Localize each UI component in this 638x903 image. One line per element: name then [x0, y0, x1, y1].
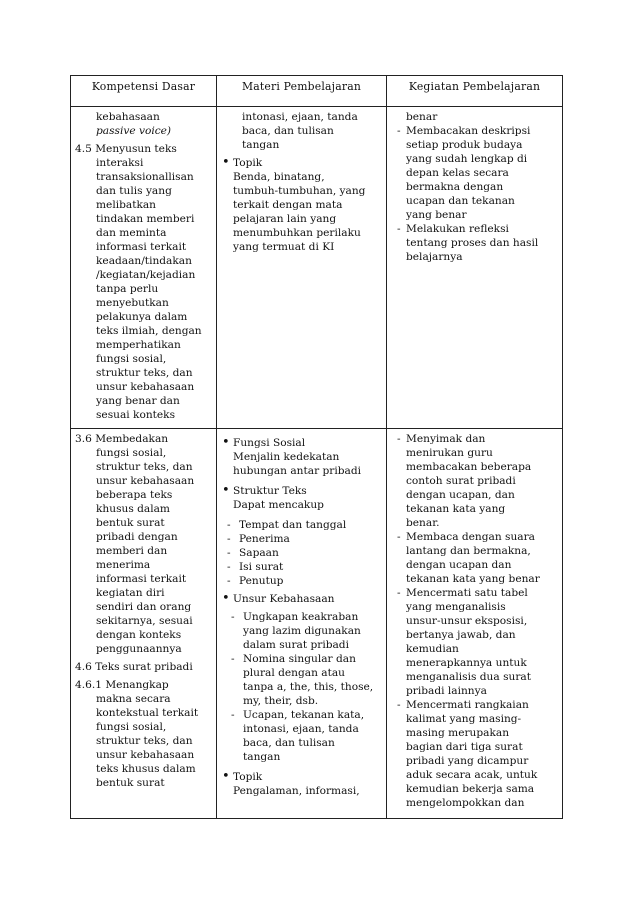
cell-text-line: belajarnya: [406, 251, 463, 263]
cell-kegiatan-pembelajaran: [387, 107, 563, 429]
cell-text-line: interaksi: [96, 157, 144, 169]
cell-text-line: menirukan guru: [406, 447, 493, 459]
cell-text-line: - Sapaan: [221, 546, 382, 560]
cell-text-line: pelakunya dalam: [96, 311, 188, 323]
cell-text-line: pribadi dengan: [96, 531, 178, 543]
cell-text-line: ucapan dan tekanan: [406, 195, 515, 207]
cell-text-line: memberi dan: [96, 545, 168, 557]
cell-text-line: unsur-unsur eksposisi,: [406, 615, 528, 627]
cell-text-line: yang lazim digunakan: [243, 625, 361, 637]
cell-materi-pembelajaran: [217, 429, 387, 819]
cell-text-line: tanpa a, the, this, those,: [243, 681, 374, 693]
cell-text-line: fungsi sosial,: [96, 721, 167, 733]
cell-text-line: kebahasaan: [96, 111, 160, 123]
cell-text-line: memperhatikan: [96, 339, 181, 351]
cell-text-line: bentuk surat: [96, 777, 165, 789]
cell-text-line: Pengalaman, informasi,: [233, 785, 360, 797]
cell-text-line: contoh surat pribadi: [406, 475, 516, 487]
cell-text-line: - Penerima: [221, 532, 382, 546]
cell-text-line: pelajaran lain yang: [233, 213, 337, 225]
cell-text-line: dengan ucapan, dan: [406, 489, 515, 501]
cell-text-line: tindakan memberi: [96, 213, 195, 225]
cell-text-line: pribadi yang dicampur: [406, 755, 529, 767]
header-kegiatan-pembelajaran: Kegiatan Pembelajaran: [387, 76, 563, 107]
cell-text-line: sesuai konteks: [96, 409, 176, 421]
cell-text-line: menerima: [96, 559, 151, 571]
cell-text-line: yang sudah lengkap di: [406, 153, 528, 165]
cell-text-line: teks khusus dalam: [96, 763, 196, 775]
cell-kompetensi-dasar: [71, 107, 217, 429]
cell-materi-pembelajaran: [217, 107, 387, 429]
cell-text-line: yang termuat di KI: [233, 241, 335, 253]
cell-text-line: sendiri dan orang: [96, 601, 192, 613]
cell-text-line: - Membacakan deskripsi: [391, 124, 558, 138]
cell-text-line: • Unsur Kebahasaan: [221, 592, 382, 606]
cell-text-line: beberapa teks: [96, 489, 173, 501]
cell-text-line: plural dengan atau: [243, 667, 346, 679]
cell-text-line: - Menyimak dan: [391, 432, 558, 446]
cell-text-line: tangan: [243, 751, 281, 763]
cell-text-line: bertanya jawab, dan: [406, 629, 516, 641]
cell-text-line: dan tulis yang: [96, 185, 172, 197]
cell-text-line: informasi terkait: [96, 573, 187, 585]
cell-text-line: - Membaca dengan suara: [391, 530, 558, 544]
cell-text-line: kegiatan diri: [96, 587, 165, 599]
cell-text-line: • Topik: [221, 156, 382, 170]
cell-text-line: teks ilmiah, dengan: [96, 325, 202, 337]
table-row: [71, 429, 563, 819]
cell-text-line: tekanan kata yang benar: [406, 573, 540, 585]
header-kompetensi-dasar: Kompetensi Dasar: [71, 76, 217, 107]
cell-kegiatan-pembelajaran: [387, 429, 563, 819]
cell-text-line: Dapat mencakup: [233, 499, 324, 511]
cell-text-line: benar: [406, 111, 438, 123]
cell-text-line: Menjalin kedekatan: [233, 451, 340, 463]
cell-text-line: hubungan antar pribadi: [233, 465, 362, 477]
cell-text-line: yang benar dan: [96, 395, 180, 407]
cell-text-line: kontekstual terkait: [96, 707, 199, 719]
cell-text-line: kemudian: [406, 643, 459, 655]
cell-text-line: melibatkan: [96, 199, 157, 211]
cell-text-line: struktur teks, dan: [96, 461, 193, 473]
cell-text-line: terkait dengan mata: [233, 199, 343, 211]
cell-text-line: menyebutkan: [96, 297, 169, 309]
cell-text-line: penggunaannya: [96, 643, 182, 655]
cell-text-line: unsur kebahasaan: [96, 475, 195, 487]
cell-text-line: Benda, binatang,: [233, 171, 325, 183]
cell-text-line: 4.6.1 Menangkap: [75, 679, 169, 691]
cell-text-line: tumbuh-tumbuhan, yang: [233, 185, 366, 197]
table-row: [71, 107, 563, 429]
cell-text-line: 3.6 Membedakan: [75, 433, 169, 445]
curriculum-table: [70, 75, 563, 819]
cell-text-line: bentuk surat: [96, 517, 165, 529]
cell-text-line: bermakna dengan: [406, 181, 504, 193]
cell-text-line: transaksionallisan: [96, 171, 194, 183]
cell-text-line: intonasi, ejaan, tanda: [242, 111, 358, 123]
cell-text-line: - Isi surat: [221, 560, 382, 574]
cell-text-line: /kegiatan/kejadian: [96, 269, 196, 281]
cell-text-line: tanpa perlu: [96, 283, 159, 295]
cell-kompetensi-dasar: [71, 429, 217, 819]
cell-text-line: menumbuhkan perilaku: [233, 227, 361, 239]
cell-text-line: pribadi lainnya: [406, 685, 487, 697]
cell-text-line: struktur teks, dan: [96, 735, 193, 747]
cell-text-line: mengelompokkan dan: [406, 797, 525, 809]
cell-text-line: - Tempat dan tanggal: [221, 518, 382, 532]
cell-text-line: • Struktur Teks: [221, 484, 382, 498]
cell-text-line: kemudian bekerja sama: [406, 783, 535, 795]
cell-text-line: • Topik: [221, 770, 382, 784]
cell-text-line: - Penutup: [221, 574, 382, 588]
cell-text-line: - Ucapan, tekanan kata,: [221, 708, 382, 722]
cell-text-line: - Mencermati satu tabel: [391, 586, 558, 600]
cell-text-line: informasi terkait: [96, 241, 187, 253]
cell-text-line: yang benar: [406, 209, 467, 221]
cell-text-line: benar.: [406, 517, 440, 529]
cell-text-line: menerapkannya untuk: [406, 657, 527, 669]
cell-text-line: unsur kebahasaan: [96, 381, 195, 393]
cell-text-line: kalimat yang masing-: [406, 713, 522, 725]
cell-text-line: tentang proses dan hasil: [406, 237, 539, 249]
cell-text-line: fungsi sosial,: [96, 353, 167, 365]
cell-text-line: lantang dan bermakna,: [406, 545, 531, 557]
cell-text-line: depan kelas secara: [406, 167, 509, 179]
cell-text-line: 4.5 Menyusun teks: [75, 143, 177, 155]
cell-text-line: sekitarnya, sesuai: [96, 615, 193, 627]
cell-text-line: passive voice): [96, 125, 172, 137]
cell-text-line: khusus dalam: [96, 503, 170, 515]
cell-text-line: aduk secara acak, untuk: [406, 769, 538, 781]
cell-text-line: - Melakukan refleksi: [391, 222, 558, 236]
cell-text-line: intonasi, ejaan, tanda: [243, 723, 359, 735]
cell-text-line: dan meminta: [96, 227, 167, 239]
cell-text-line: setiap produk budaya: [406, 139, 523, 151]
cell-text-line: makna secara: [96, 693, 171, 705]
cell-text-line: masing merupakan: [406, 727, 510, 739]
cell-text-line: yang menganalisis: [406, 601, 506, 613]
cell-text-line: dengan konteks: [96, 629, 182, 641]
cell-text-line: my, their, dsb.: [243, 695, 319, 707]
cell-text-line: baca, dan tulisan: [242, 125, 334, 137]
table-header-row: [71, 76, 563, 107]
cell-text-line: tangan: [242, 139, 280, 151]
cell-text-line: tekanan kata yang: [406, 503, 506, 515]
cell-text-line: 4.6 Teks surat pribadi: [75, 661, 193, 673]
cell-text-line: • Fungsi Sosial: [221, 436, 382, 450]
cell-text-line: - Ungkapan keakraban: [221, 610, 382, 624]
cell-text-line: baca, dan tulisan: [243, 737, 335, 749]
cell-text-line: dalam surat pribadi: [243, 639, 349, 651]
cell-text-line: keadaan/tindakan: [96, 255, 192, 267]
cell-text-line: dengan ucapan dan: [406, 559, 512, 571]
cell-text-line: menganalisis dua surat: [406, 671, 531, 683]
cell-text-line: - Nomina singular dan: [221, 652, 382, 666]
cell-text-line: struktur teks, dan: [96, 367, 193, 379]
header-materi-pembelajaran: Materi Pembelajaran: [217, 76, 387, 107]
cell-text-line: unsur kebahasaan: [96, 749, 195, 761]
cell-text-line: - Mencermati rangkaian: [391, 698, 558, 712]
cell-text-line: membacakan beberapa: [406, 461, 532, 473]
cell-text-line: bagian dari tiga surat: [406, 741, 523, 753]
cell-text-line: fungsi sosial,: [96, 447, 167, 459]
